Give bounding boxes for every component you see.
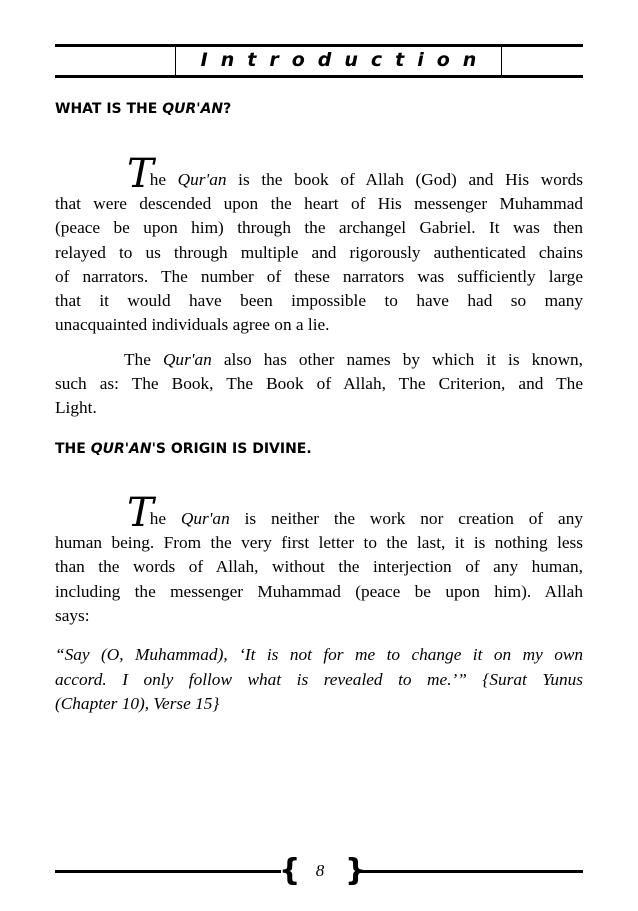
quote-line: (Chapter 10), Verse 15} [55, 694, 220, 713]
paragraph-line: including the messenger Muhammad (peace be upon him). Allah [55, 581, 583, 601]
italic-term: Qur'an [162, 350, 212, 369]
paragraph-line: (peace be upon him) through the archangel Gabriel. It was then [55, 218, 583, 238]
paragraph-line: that it would have been impossible to have had so many [55, 291, 583, 311]
page-header [55, 44, 583, 78]
quote-line: “Say (O, Muhammad), ‘It is not for me to change it on my own [55, 645, 583, 664]
text: also has other names by which it is known, [211, 350, 584, 369]
page-footer [55, 853, 583, 889]
paragraph-quran-definition [55, 151, 583, 337]
header-title-box [175, 44, 502, 78]
footer-rule-left [55, 870, 281, 873]
footer-brace-left: { [279, 853, 301, 888]
paragraph-divine-origin [55, 490, 583, 628]
paragraph-line: unacquainted individuals agree on a lie. [55, 315, 330, 335]
paragraph-line: of narrators. The number of these narrators was sufficiently large [55, 266, 583, 286]
heading-italic: QUR'AN [90, 441, 152, 457]
heading-text: 'S ORIGIN IS DIVINE. [151, 441, 312, 457]
paragraph-line: human being. From the very first letter to the last, it is nothing less [55, 533, 583, 553]
paragraph-other-names [55, 348, 583, 421]
text: is the book of Allah (God) and His words [226, 170, 583, 189]
heading-text: THE [55, 441, 91, 457]
paragraph-line: such as: The Book, The Book of Allah, The Criterion, and The [55, 374, 583, 394]
paragraph-line: says: [55, 605, 90, 625]
heading-italic: QUR'AN [162, 101, 224, 117]
text: he [149, 170, 178, 189]
text: he [149, 509, 181, 528]
paragraph-line: Light. [55, 398, 97, 418]
chapter-title: Introduction [200, 49, 490, 71]
section-heading-what-is [55, 101, 231, 117]
paragraph-line: that were descended upon the heart of His messenger Muhammad [55, 194, 583, 214]
italic-term: Qur'an [177, 170, 227, 189]
quote-line: accord. I only follow what is revealed to me.’” {Surat Yunus [55, 669, 583, 689]
footer-brace-right: } [345, 853, 367, 888]
page-number: 8 [315, 861, 325, 880]
paragraph-line [55, 151, 583, 197]
drop-cap: T [127, 490, 150, 536]
heading-text: WHAT IS THE [55, 101, 163, 117]
quran-quote [55, 643, 583, 717]
heading-text: ? [223, 101, 232, 117]
text: is neither the work nor creation of any [229, 509, 583, 528]
text: The [124, 350, 163, 369]
paragraph-line: than the words of Allah, without the interjection of any human, [55, 557, 583, 577]
section-heading-origin [55, 441, 312, 457]
drop-cap: T [127, 151, 150, 197]
paragraph-line [55, 490, 583, 536]
footer-rule-right [355, 870, 583, 873]
italic-term: Qur'an [180, 509, 230, 528]
paragraph-line: relayed to us through multiple and rigorously authenticated chains [55, 242, 583, 262]
paragraph-line [55, 348, 583, 372]
